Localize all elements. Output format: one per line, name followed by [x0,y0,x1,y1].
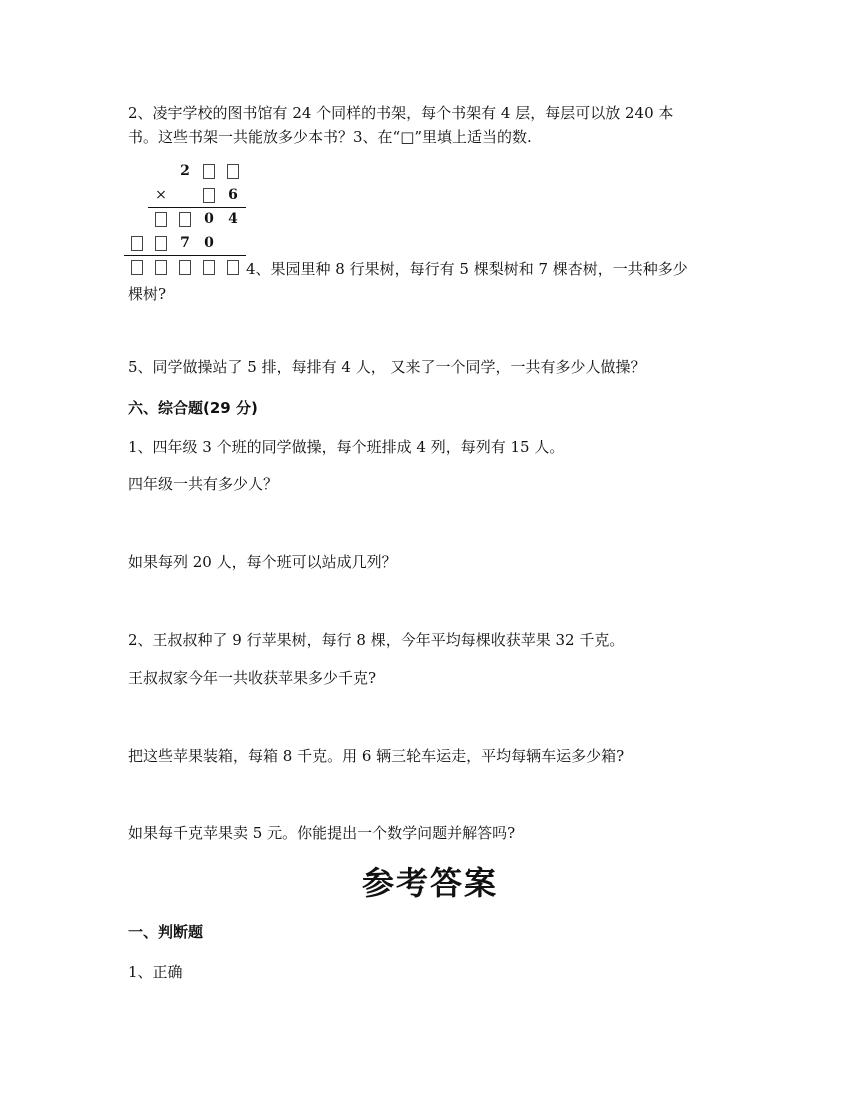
blank-box [150,208,172,230]
question-5: 5、同学做操站了 5 排，每排有 4 人， 又来了一个同学，一共有多少人做操？ [128,358,646,376]
answers-title: 参考答案 [361,864,498,902]
digit: 4 [228,211,238,227]
digit: 0 [204,235,214,251]
digit: 7 [180,235,190,251]
blank-box [174,208,196,230]
question-4-line-2: 棵树? [128,285,167,303]
blank-box [174,256,196,278]
blank-box [126,256,148,278]
answers-section-1-heading: 一、判断题 [128,923,204,941]
section-6-heading: 六、综合题(29 分) [128,399,258,417]
comprehensive-1-a: 四年级一共有多少人？ [128,475,279,493]
comprehensive-2-b: 把这些苹果装箱，每箱 8 千克。用 6 辆三轮车运走，平均每辆车运多少箱? [128,747,625,765]
answer-item-1: 1、正确 [128,963,183,981]
blank-box [198,184,220,206]
blank-box [150,256,172,278]
digit: 2 [180,163,190,179]
blank-box [222,256,244,278]
comprehensive-1-intro: 1、四年级 3 个班的同学做操，每个班排成 4 列，每列有 15 人。 [128,438,565,456]
times-sign: × [155,187,167,203]
comprehensive-2-a: 王叔叔家今年一共收获苹果多少千克? [128,669,377,687]
blank-box [198,256,220,278]
comprehensive-2-intro: 2、王叔叔种了 9 行苹果树，每行 8 棵，今年平均每棵收获苹果 32 千克。 [128,631,625,649]
comprehensive-1-b: 如果每列 20 人，每个班可以站成几列？ [128,553,397,571]
question-2-line-1: 2、凌宇学校的图书馆有 24 个同样的书架，每个书架有 4 层，每层可以放 240 本 [128,104,674,122]
blank-box [198,160,220,182]
digit: 6 [228,187,238,203]
question-4-line-1: 4、果园里种 8 行果树，每行有 5 棵梨树和 7 棵杏树，一共种多少 [246,260,688,278]
comprehensive-2-c: 如果每千克苹果卖 5 元。你能提出一个数学问题并解答吗? [128,824,516,842]
blank-box [222,160,244,182]
digit: 0 [204,211,214,227]
vertical-multiplication [124,160,254,280]
blank-box [126,232,148,254]
question-2-line-2: 书。这些书架一共能放多少本书？3、在“□”里填上适当的数. [128,128,532,146]
blank-box [150,232,172,254]
